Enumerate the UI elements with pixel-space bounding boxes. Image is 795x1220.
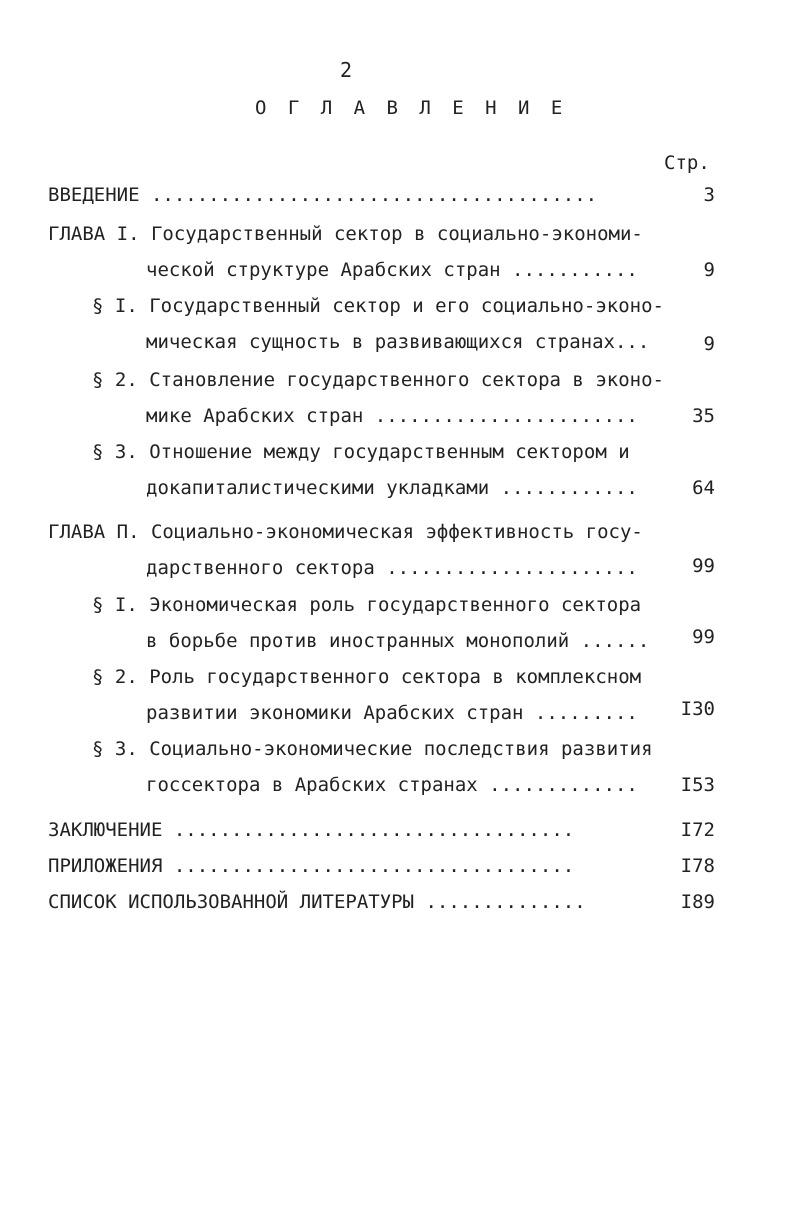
toc-entry-text: госсектора в Арабских странах .............: [146, 774, 638, 796]
toc-entry-text: § I. Экономическая роль государственного сектора: [92, 594, 642, 616]
toc-entry-page: I53: [680, 774, 715, 796]
toc-entry-page: I89: [680, 891, 715, 913]
toc-entry-text: § 3. Отношение между государственным сектором и: [92, 441, 630, 463]
toc-entry-text: в борьбе против иностранных монополий ......: [146, 630, 650, 652]
toc-entry-text: § 2. Роль государственного сектора в комплексном: [92, 666, 642, 688]
toc-entry-page: 99: [692, 626, 715, 648]
toc-entry-text: мике Арабских стран .......................: [146, 405, 638, 427]
toc-entry-text: ГЛАВА П. Социально-экономическая эффективность госу-: [48, 521, 643, 543]
toc-entry-text: ВВЕДЕНИЕ .......................................: [48, 184, 598, 206]
toc-entry-page: 99: [692, 555, 715, 577]
toc-entry-page: 64: [692, 477, 715, 499]
toc-entry-text: § 3. Социально-экономические последствия развития: [92, 738, 653, 760]
toc-entry-text: развитии экономики Арабских стран .........: [146, 702, 638, 724]
toc-title: О Г Л А В Л Е Н И Е: [255, 97, 568, 119]
toc-entry-text: ЗАКЛЮЧЕНИЕ ...................................: [48, 819, 575, 841]
toc-entry-text: § 2. Становление государственного сектора в эконо-: [92, 369, 664, 391]
toc-entry-text: ческой структуре Арабских стран ...........: [146, 259, 638, 281]
toc-entry-page: I30: [680, 698, 715, 720]
toc-entry-text: § I. Государственный сектор и его социально-эконо-: [92, 295, 664, 317]
page-column-label: Стр.: [664, 152, 710, 174]
toc-entry-page: I78: [680, 855, 715, 877]
toc-entry-text: докапиталистическими укладками ............: [146, 477, 638, 499]
toc-entry-text: ГЛАВА I. Государственный сектор в социально-экономи-: [48, 223, 643, 245]
page-number: 2: [340, 58, 353, 82]
toc-entry-page: 35: [692, 405, 715, 427]
toc-entry-page: 9: [703, 333, 715, 355]
toc-entry-page: I72: [680, 819, 715, 841]
toc-entry-text: ПРИЛОЖЕНИЯ ...................................: [48, 855, 575, 877]
toc-entry-page: 3: [703, 184, 715, 206]
toc-entry-page: 9: [703, 259, 715, 281]
toc-entry-text: дарственного сектора ......................: [146, 557, 638, 579]
toc-entry-text: СПИСОК ИСПОЛЬЗОВАННОЙ ЛИТЕРАТУРЫ ..............: [48, 891, 586, 913]
toc-entry-text: мическая сущность в развивающихся странах...: [146, 331, 650, 353]
